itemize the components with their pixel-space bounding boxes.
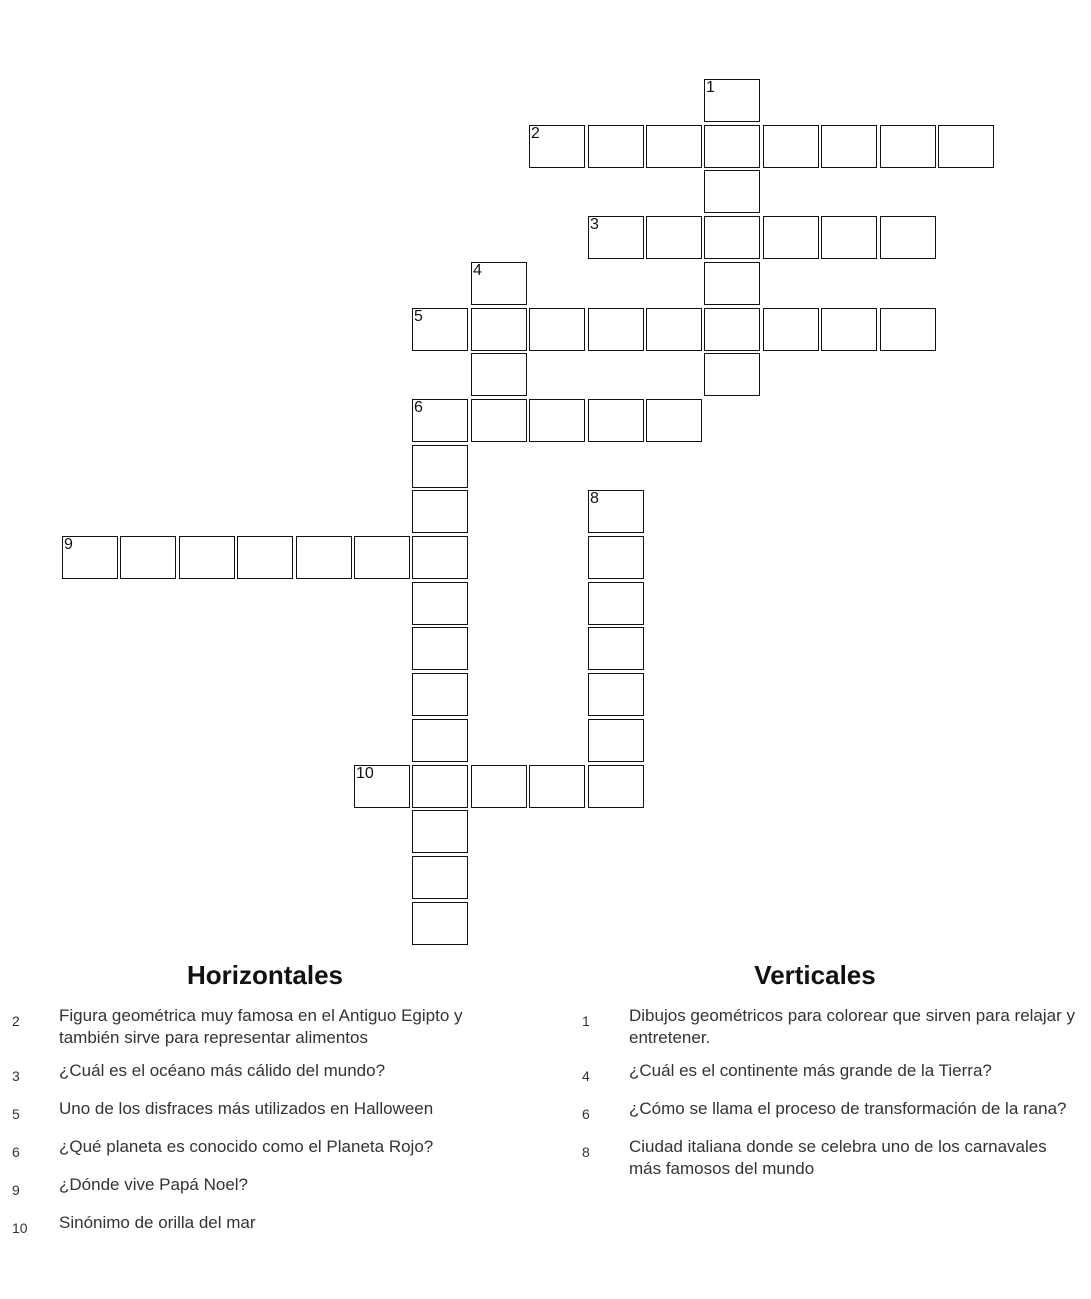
crossword-cell[interactable] [704,353,760,396]
cell-number: 2 [531,125,540,142]
crossword-cell[interactable] [880,308,936,351]
crossword-cell[interactable] [412,902,468,945]
crossword-cell[interactable] [529,308,585,351]
crossword-cell[interactable] [412,490,468,533]
clue-text: Figura geométrica muy famosa en el Antiguo Egipto y también sirve para representar alimentos [59,1006,463,1047]
crossword-cell-10[interactable] [354,765,410,808]
cell-number: 10 [356,765,374,782]
clue-number: 2 [12,1013,20,1029]
crossword-cell[interactable] [412,856,468,899]
crossword-cell[interactable] [120,536,176,579]
crossword-cell[interactable] [412,536,468,579]
crossword-cell[interactable] [588,399,644,442]
across-clue-list [12,1005,492,1250]
clue-text: ¿Cuál es el océano más cálido del mundo? [59,1061,386,1080]
clue-text: Ciudad italiana donde se celebra uno de los carnavales más famosos del mundo [629,1137,1047,1178]
cell-number: 8 [590,490,599,507]
down-heading: Verticales [754,960,876,990]
crossword-cell[interactable] [412,627,468,670]
crossword-cell[interactable] [588,627,644,670]
clue-text: ¿Cuál es el continente más grande de la Tierra? [629,1061,992,1080]
crossword-cell[interactable] [763,125,819,168]
clue-text: Uno de los disfraces más utilizados en Halloween [59,1099,434,1118]
crossword-cell[interactable] [471,765,527,808]
crossword-cell[interactable] [763,308,819,351]
cell-number: 6 [414,399,423,416]
crossword-cell[interactable] [296,536,352,579]
crossword-cell[interactable] [471,353,527,396]
down-clue [582,1136,1082,1180]
crossword-cell[interactable] [821,216,877,259]
clue-number: 3 [12,1068,20,1084]
crossword-cell[interactable] [646,125,702,168]
crossword-cell[interactable] [646,308,702,351]
clue-number: 6 [582,1106,590,1122]
across-clue [12,1060,492,1087]
crossword-cell[interactable] [179,536,235,579]
crossword-cell[interactable] [412,719,468,762]
crossword-cell-6[interactable] [412,399,468,442]
crossword-cell[interactable] [880,125,936,168]
crossword-cell[interactable] [763,216,819,259]
crossword-cell[interactable] [880,216,936,259]
down-clue [582,1005,1082,1049]
crossword-cell[interactable] [588,719,644,762]
crossword-cell[interactable] [529,399,585,442]
crossword-cell[interactable] [412,582,468,625]
clue-number: 5 [12,1106,20,1122]
clue-text: ¿Dónde vive Papá Noel? [59,1175,249,1194]
crossword-cell[interactable] [471,399,527,442]
clue-text: Sinónimo de orilla del mar [59,1213,256,1232]
crossword-cell[interactable] [237,536,293,579]
crossword-cell[interactable] [704,216,760,259]
cell-number: 5 [414,308,423,325]
clue-number: 10 [12,1220,28,1236]
crossword-cell[interactable] [821,125,877,168]
crossword-cell[interactable] [588,308,644,351]
crossword-cell[interactable] [529,765,585,808]
crossword-cell[interactable] [704,170,760,213]
crossword-cell-8[interactable] [588,490,644,533]
across-clue [12,1098,492,1125]
crossword-cell[interactable] [821,308,877,351]
cell-number: 4 [473,262,482,279]
crossword-cell[interactable] [588,536,644,579]
across-heading: Horizontales [186,960,344,990]
across-clue [12,1212,492,1239]
crossword-cell[interactable] [646,399,702,442]
crossword-cell[interactable] [588,582,644,625]
cell-number: 1 [706,79,715,96]
crossword-cell[interactable] [354,536,410,579]
down-clue-list [582,1005,1082,1191]
across-clue [12,1174,492,1201]
crossword-cell[interactable] [412,765,468,808]
crossword-cell[interactable] [412,673,468,716]
down-clue [582,1060,1082,1087]
down-clue [582,1098,1082,1125]
clue-text: Dibujos geométricos para colorear que sirven para relajar y entretener. [629,1006,1075,1047]
clue-text: ¿Cómo se llama el proceso de transformación de la rana? [629,1099,1067,1118]
cell-number: 3 [590,216,599,233]
crossword-cell[interactable] [704,308,760,351]
clue-number: 1 [582,1013,590,1029]
crossword-cell-2[interactable] [529,125,585,168]
crossword-cell-1[interactable] [704,79,760,122]
across-clue [12,1136,492,1163]
crossword-cell[interactable] [588,765,644,808]
clue-number: 9 [12,1182,20,1198]
crossword-cell[interactable] [704,262,760,305]
crossword-cell[interactable] [412,810,468,853]
crossword-cell[interactable] [646,216,702,259]
crossword-cell[interactable] [471,308,527,351]
clue-number: 6 [12,1144,20,1160]
cell-number: 9 [64,536,73,553]
crossword-cell-3[interactable] [588,216,644,259]
crossword-cell-9[interactable] [62,536,118,579]
crossword-cell[interactable] [588,125,644,168]
across-clue [12,1005,492,1049]
crossword-cell[interactable] [938,125,994,168]
crossword-cell-5[interactable] [412,308,468,351]
clue-number: 4 [582,1068,590,1084]
crossword-cell[interactable] [704,125,760,168]
crossword-cell[interactable] [588,673,644,716]
clue-number: 8 [582,1144,590,1160]
crossword-cell-4[interactable] [471,262,527,305]
crossword-cell[interactable] [412,445,468,488]
clue-text: ¿Qué planeta es conocido como el Planeta Rojo? [59,1137,434,1156]
